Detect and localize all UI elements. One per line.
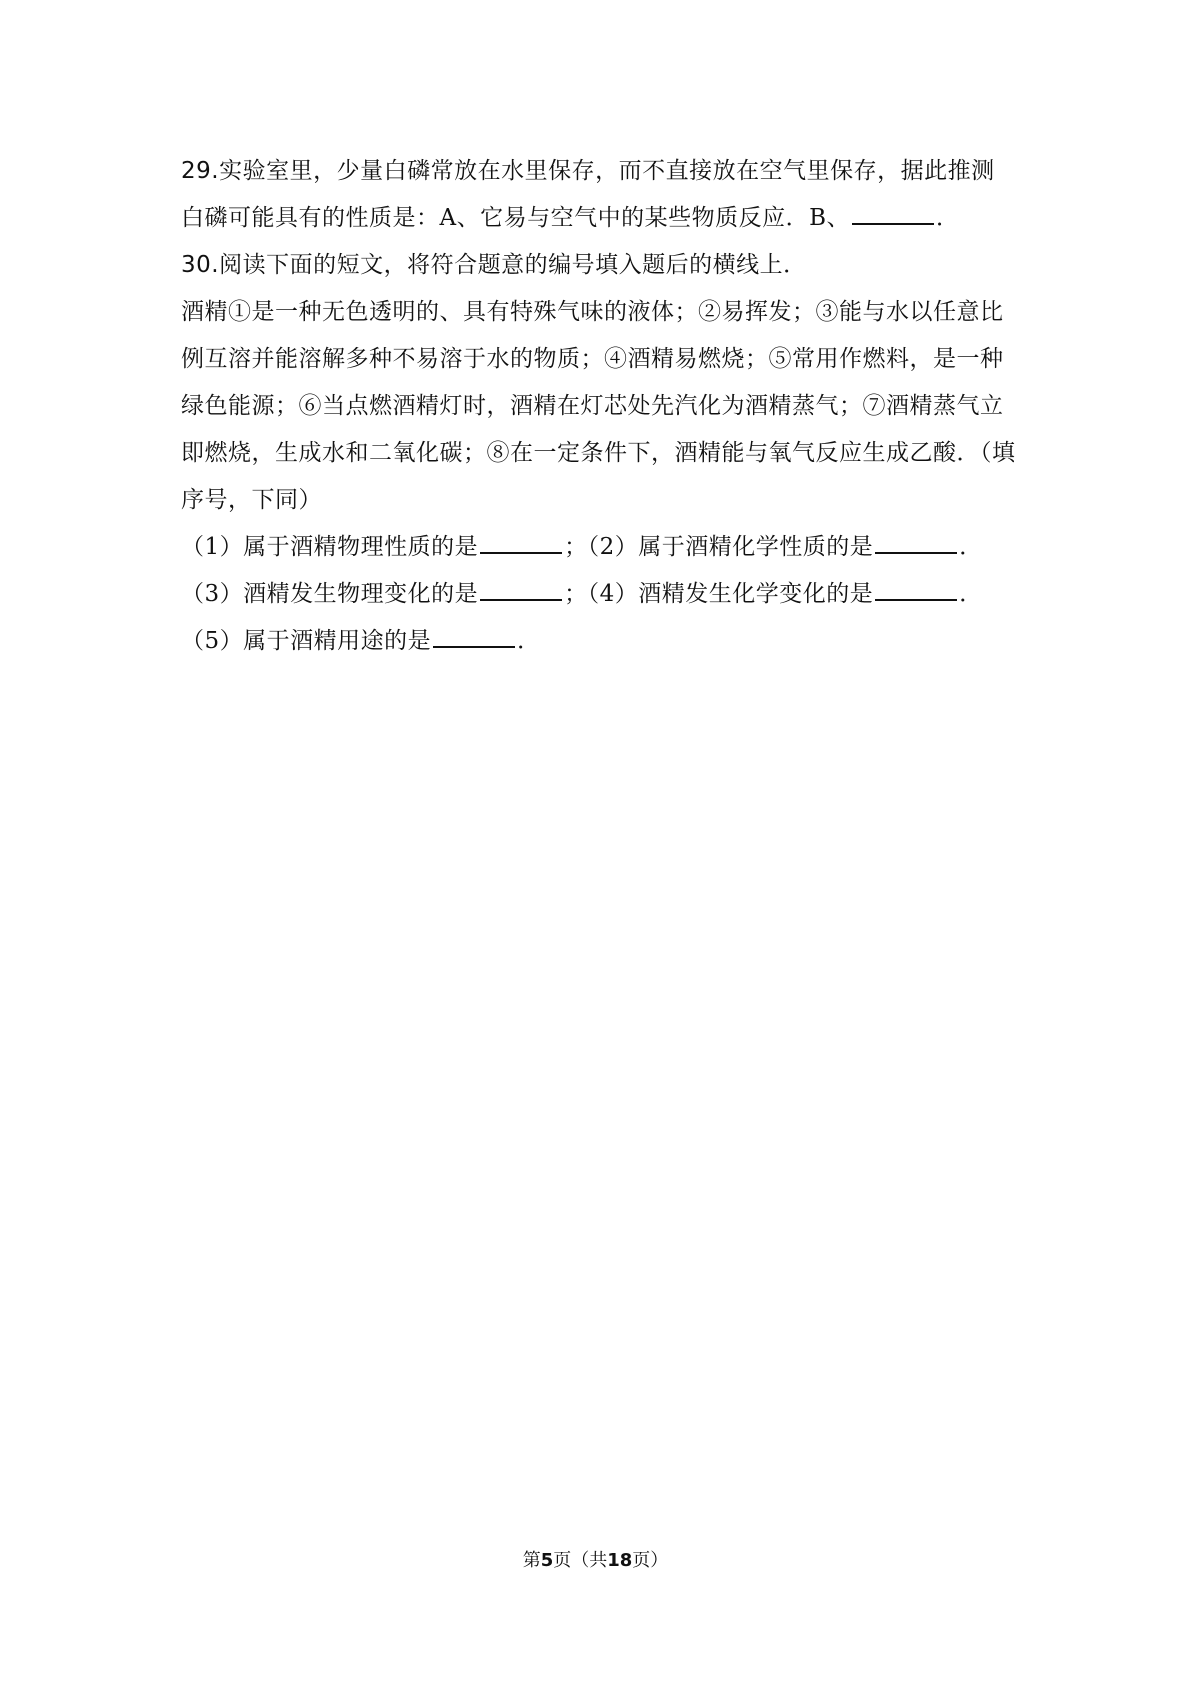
line-end: ． [959, 534, 983, 560]
sub-question-1-2 [181, 524, 1019, 571]
page-footer [0, 1546, 1191, 1572]
sub-question-5 [181, 618, 1019, 665]
answer-blank[interactable] [480, 573, 562, 601]
question-29-number: 29. [181, 158, 220, 184]
question-29-text-2: 白磷可能具有的性质是：A、它易与空气中的某些物质反应．B、 [181, 205, 851, 231]
footer-page-number: 5 [540, 1550, 554, 1571]
page-content [181, 148, 1019, 665]
answer-blank[interactable] [480, 526, 562, 554]
sub-question-3-text: （3）酒精发生物理变化的是 [181, 581, 479, 607]
passage-line: 例互溶并能溶解多种不易溶于水的物质；④酒精易燃烧；⑤常用作燃料，是一种 [181, 346, 1004, 372]
question-29-line-2 [181, 195, 1019, 242]
question-30-intro: 阅读下面的短文，将符合题意的编号填入题后的横线上． [219, 252, 807, 278]
question-30-number: 30. [181, 252, 220, 278]
answer-blank[interactable] [875, 573, 957, 601]
footer-suffix: 页） [632, 1550, 669, 1571]
sub-question-4-text: ；（4）酒精发生化学变化的是 [564, 581, 874, 607]
question-29-end: ． [936, 205, 960, 231]
answer-blank[interactable] [433, 620, 515, 648]
line-end: ． [517, 628, 541, 654]
question-29-line-1 [181, 148, 1019, 195]
sub-question-1-text: （1）属于酒精物理性质的是 [181, 534, 479, 560]
footer-prefix: 第 [522, 1550, 541, 1571]
passage-line: 即燃烧，生成水和二氧化碳；⑧在一定条件下，酒精能与氧气反应生成乙酸．（填 [181, 440, 1016, 466]
answer-blank[interactable] [875, 526, 957, 554]
sub-question-2-text: ；（2）属于酒精化学性质的是 [564, 534, 874, 560]
line-end: ． [959, 581, 983, 607]
sub-question-5-text: （5）属于酒精用途的是 [181, 628, 432, 654]
answer-blank[interactable] [852, 197, 934, 225]
passage-line: 酒精①是一种无色透明的、具有特殊气味的液体；②易挥发；③能与水以任意比 [181, 299, 1004, 325]
footer-middle: 页（共 [553, 1550, 608, 1571]
question-30-line-1 [181, 242, 1019, 289]
passage-line: 序号，下同） [181, 487, 322, 513]
sub-question-3-4 [181, 571, 1019, 618]
passage-line: 绿色能源；⑥当点燃酒精灯时，酒精在灯芯处先汽化为酒精蒸气；⑦酒精蒸气立 [181, 393, 1004, 419]
footer-total-pages: 18 [607, 1550, 633, 1571]
question-29-text-1: 实验室里，少量白磷常放在水里保存，而不直接放在空气里保存，据此推测 [219, 158, 995, 184]
